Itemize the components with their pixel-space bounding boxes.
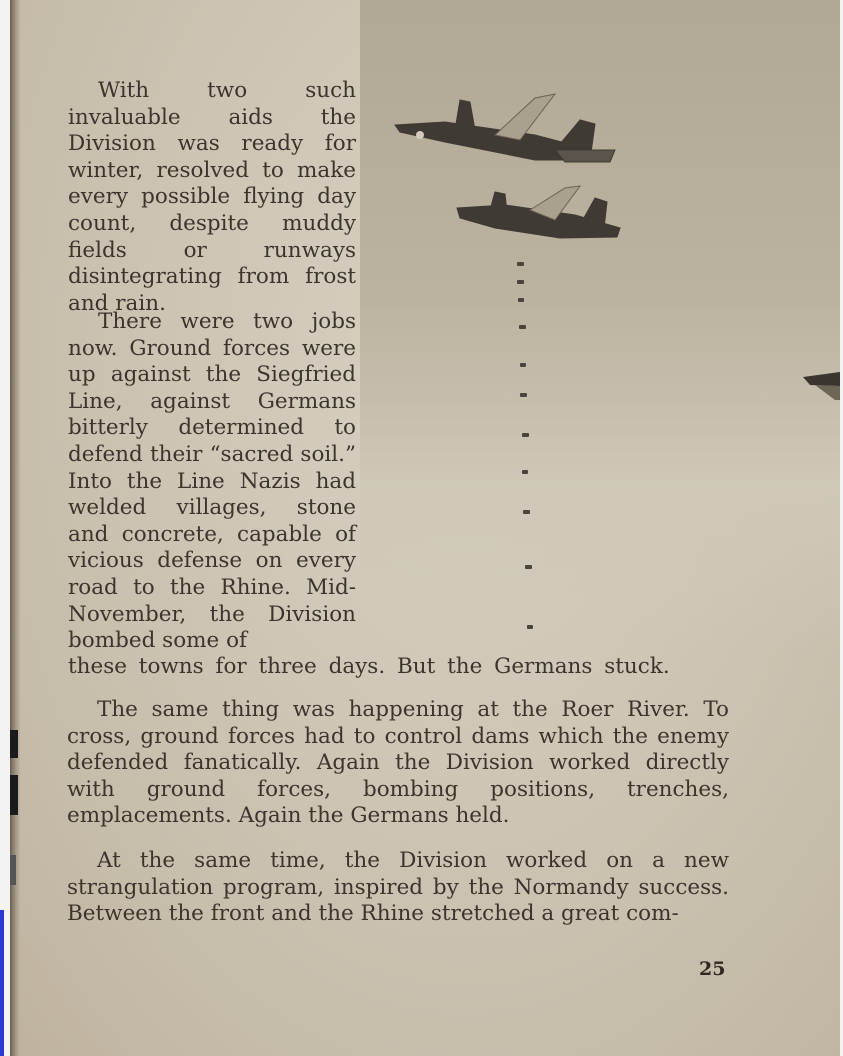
- falling-bombs: [517, 262, 533, 629]
- paragraph-siegfried-line-end: these towns for three days. But the Germans stuck.: [68, 654, 670, 679]
- spine-mark: [10, 775, 18, 815]
- paragraph-intro: With two such invaluable aids the Division was ready for winter, resolved to make every possible flying day count, despite muddy fields or runways disintegrating from frost and rain.: [68, 78, 356, 316]
- page-number: 25: [699, 958, 726, 980]
- bomber-plane-icon: [395, 94, 615, 162]
- book-page: [10, 0, 840, 1056]
- paragraph-siegfried-line: There were two jobs now. Ground forces were up against the Siegfried Line, against Germans bitterly determined to defend their “sacred soil.” Into the Line Nazis had welded villages, stone and concrete, capable of vicious defense on every road to the Rhine. Mid-November, the Division bombed some of: [68, 309, 356, 654]
- spine-mark: [10, 730, 18, 758]
- bomber-photo: [385, 80, 840, 640]
- spine-mark: [10, 855, 16, 885]
- scan-edge: [0, 910, 4, 1056]
- bomber-plane-icon: [457, 186, 620, 238]
- partial-plane-icon: [803, 372, 840, 400]
- paragraph-roer-river: The same thing was happening at the Roer River. To cross, ground forces had to control dams which the enemy defended fanatically. Again the Division worked directly with ground forces, bombing positions, trenches, emplacements. Again the Germans held.: [67, 697, 729, 829]
- page-spine: [10, 0, 20, 1056]
- paragraph-strangulation-program: At the same time, the Division worked on a new strangulation program, inspired by the Normandy success. Between the front and the Rhine stretched a great com-: [67, 848, 729, 927]
